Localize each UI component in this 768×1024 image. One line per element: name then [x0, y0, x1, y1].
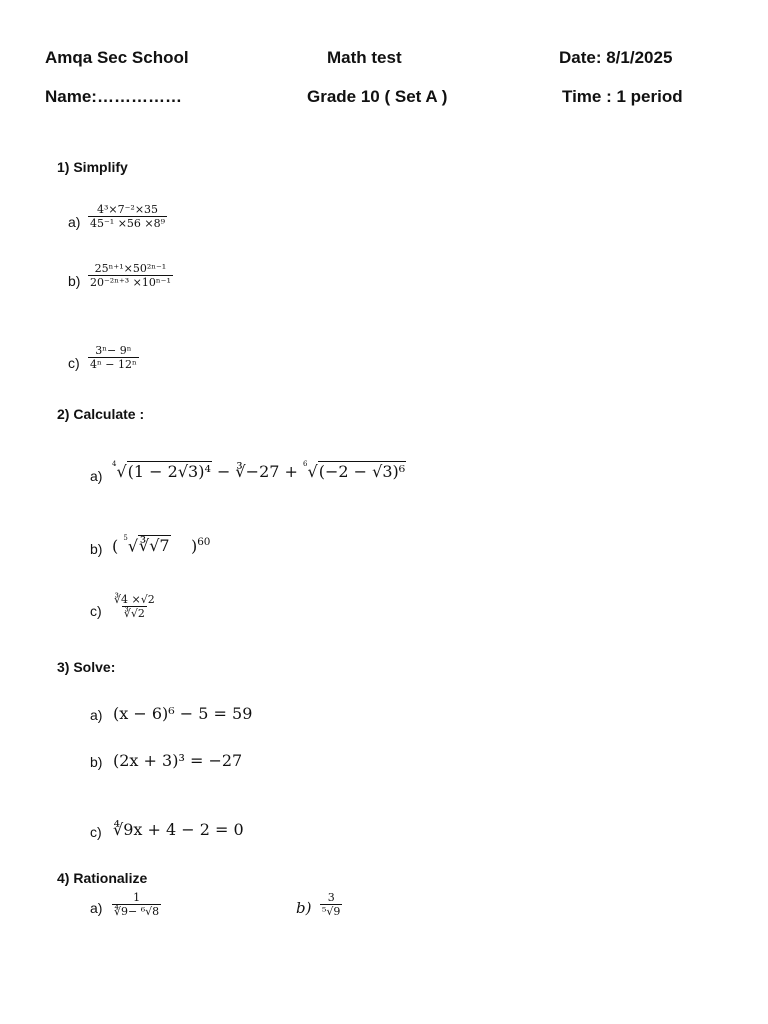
q3a-equation: (x − 6)⁶ − 5 = 59	[113, 704, 253, 723]
q2-title: 2) Calculate :	[57, 406, 145, 422]
q1a-fraction	[88, 203, 167, 230]
student-name-field: Name:……………	[45, 87, 182, 106]
q4a-denominator: ∜9− ⁶√8	[114, 905, 160, 918]
q2b-root-index: 5	[123, 534, 128, 542]
q2a-expression	[112, 462, 406, 481]
q2a-radicand-3: (−2 − √3)⁶	[318, 462, 406, 481]
q2b-open-paren: (	[112, 536, 119, 556]
q2b-label: b)	[90, 541, 103, 557]
q2c-label: c)	[90, 603, 102, 619]
q3b-label: b)	[90, 754, 103, 770]
q1b-fraction	[88, 262, 173, 289]
q1b-denominator: 20⁻²ⁿ⁺³ ×10ⁿ⁻¹	[90, 276, 171, 289]
q2a-root-index-3: 6	[303, 460, 308, 468]
q1a-numerator: 4³×7⁻²×35	[96, 203, 159, 216]
q4b-fraction	[320, 891, 342, 918]
test-date: Date: 8/1/2025	[559, 48, 673, 67]
radical-sign-icon: √	[307, 462, 318, 481]
q1a-denominator: 45⁻¹ ×56 ×8⁹	[90, 217, 166, 230]
q1c-denominator: 4ⁿ − 12ⁿ	[90, 358, 137, 371]
q2b-exponent: 60	[197, 536, 211, 548]
q2c-numerator: ∛4 ×√2	[114, 593, 155, 606]
q2a-plus: +	[284, 462, 298, 481]
q4a-numerator: 1	[133, 891, 141, 904]
q1a-label: a)	[68, 214, 81, 230]
q4-title: 4) Rationalize	[57, 870, 148, 886]
q2b-radicand: ∛√7	[139, 536, 170, 556]
q4a-label: a)	[90, 900, 103, 916]
q2a-label: a)	[90, 468, 103, 484]
q4b-numerator: 3	[327, 891, 335, 904]
q3a-label: a)	[90, 707, 103, 723]
q4a-fraction	[112, 891, 161, 918]
q1c-fraction	[88, 344, 139, 371]
q2a-radicand-1: (1 − 2√3)⁴	[127, 462, 211, 481]
q2c-denominator: ∛√2	[123, 607, 145, 620]
school-name: Amqa Sec School	[45, 48, 189, 67]
q2c-fraction	[112, 593, 157, 620]
q2a-minus: −	[216, 462, 231, 481]
q3c-label: c)	[90, 824, 102, 840]
q4b-denominator: ⁵√9	[322, 905, 341, 918]
q2a-cube-root: ∛−27	[235, 462, 280, 481]
q1b-label: b)	[68, 273, 81, 289]
radical-sign-icon: √	[127, 536, 139, 556]
q2b-expression	[112, 536, 210, 555]
test-time: Time : 1 period	[562, 87, 683, 106]
grade-set: Grade 10 ( Set A )	[307, 87, 448, 106]
q3b-equation: (2x + 3)³ = −27	[113, 751, 243, 770]
q3c-equation: ∜9x + 4 − 2 = 0	[113, 820, 244, 839]
q1c-label: c)	[68, 355, 80, 371]
q1-title: 1) Simplify	[57, 159, 128, 175]
q1b-numerator: 25ⁿ⁺¹×50²ⁿ⁻¹	[94, 262, 167, 275]
q2a-root-index-1: 4	[112, 460, 117, 468]
q4b-label: b)	[296, 899, 312, 917]
q2b-close-paren: )	[190, 536, 198, 556]
q1c-numerator: 3ⁿ− 9ⁿ	[95, 344, 132, 357]
radical-sign-icon: √	[116, 462, 127, 481]
q3-title: 3) Solve:	[57, 659, 116, 675]
test-subject: Math test	[327, 48, 402, 67]
